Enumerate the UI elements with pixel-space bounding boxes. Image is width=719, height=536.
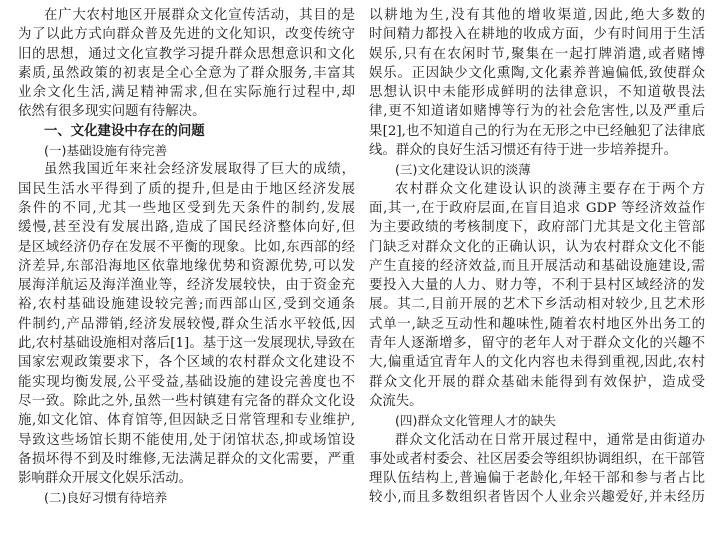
text-line: 要投入大量的人力、财力等，不利于县村区域经济的发 <box>369 278 705 294</box>
text-line: 旧的思想，通过文化宣教学习提升群众思想意识和文化 <box>18 46 355 62</box>
text-line: 为主要政绩的考核制度下，政府部门尤其是文化主管部 <box>369 220 705 236</box>
text-line: 尽一致。除此之外,虽然一些村镇建有完备的群众文化设 <box>18 393 355 409</box>
text-line: 门缺乏对群众文化的正确认识，认为农村群众文化不能 <box>369 239 705 255</box>
left-column <box>18 6 355 508</box>
text-line: 素质,虽然政策的初衷是全心全意为了群众服务,丰富其 <box>18 65 355 81</box>
text-line: 娱乐,只有在农闲时节,聚集在一起打牌消遣,或者赌博 <box>369 46 705 62</box>
text-line: 时间精力都投入在耕地的收成方面，少有时间用于生活 <box>369 27 705 43</box>
text-line: 产生直接的经济效益,而且开展活动和基础设施建设,需 <box>369 258 705 274</box>
text-line: 展海洋航运及海洋渔业等，经济发展较快，由于资金充 <box>18 278 355 294</box>
text-line: 思想认识中未能形成鲜明的法律意识，不知道敬畏法 <box>369 85 705 101</box>
text-line: 济差异,东部沿海地区依靠地缘优势和资源优势,可以发 <box>18 258 355 274</box>
text-line: 缓慢,甚至没有发展出路,造成了国民经济整体向好,但 <box>18 220 355 236</box>
paragraph-first-line: 虽然我国近年来社会经济发展取得了巨大的成绩， <box>44 162 355 178</box>
subsection-heading: (二)良好习惯有待培养 <box>44 490 168 506</box>
text-line: 事处或者村委会、社区居委会等组织协调组织，在干部管 <box>369 451 705 467</box>
subsection-heading: (三)文化建设认识的淡薄 <box>395 162 531 178</box>
text-line: 国家宏观政策要求下，各个区域的农村群众文化建设不 <box>18 355 355 371</box>
subsection-heading: (四)群众文化管理人才的缺失 <box>395 413 556 429</box>
text-line: 件制约,产品滞销,经济发展较慢,群众生活水平较低,因 <box>18 316 355 332</box>
subsection-heading: (一)基础设施有待完善 <box>44 143 168 159</box>
text-line: 理队伍结构上,普遍偏于老龄化,年轻干部和参与者占比 <box>369 471 705 487</box>
text-line: 大,偏重适宜青年人的文化内容也未得到重视,因此,农村 <box>369 355 705 371</box>
text-line: 为了以此方式向群众普及先进的文化知识，改变传统守 <box>18 27 355 43</box>
text-line: 面,其一,在于政府层面,在盲目追求 GDP 等经济效益作 <box>369 200 705 216</box>
paragraph-last-line: 线。群众的良好生活习惯还有待于进一步培养提升。 <box>369 143 677 159</box>
text-line: 业余文化生活,满足精神需求,但在实际施行过程中,却 <box>18 85 355 101</box>
text-line: 是区域经济仍存在发展不平衡的现象。比如,东西部的经 <box>18 239 355 255</box>
paragraph-first-line: 在广大农村地区开展群众文化宣传活动，其目的是 <box>44 8 355 23</box>
paragraph-last-line: 影响群众开展文化娱乐活动。 <box>18 471 193 487</box>
text-line: 律,更不知道诸如赌博等行为的社会危害性,以及严重后 <box>369 104 705 120</box>
text-line: 以耕地为生,没有其他的增收渠道,因此,绝大多数的 <box>369 8 705 23</box>
text-line: 条件的不同,尤其一些地区受到先天条件的制约,发展 <box>18 200 355 216</box>
text-line: 较小,而且多数组织者皆因个人业余兴趣爱好,并未经历 <box>369 490 705 506</box>
paragraph-first-line: 群众文化活动在日常开展过程中，通常是由街道办 <box>395 432 705 448</box>
text-line: 果[2],也不知道自己的行为在无形之中已经触犯了法律底 <box>369 123 705 139</box>
text-line: 导致这些场馆长期不能使用,处于闭馆状态,抑或场馆设 <box>18 432 355 448</box>
text-line: 青年人逐渐增多，留守的老年人对于群众文化的兴趣不 <box>369 336 705 352</box>
text-line: 娱乐。正因缺少文化熏陶,文化素养普遍偏低,致使群众 <box>369 65 705 81</box>
paragraph-last-line: 依然有很多现实问题有待解决。 <box>18 104 206 120</box>
text-line: 能实现均衡发展,公平受益,基础设施的建设完善度也不 <box>18 374 355 390</box>
paragraph-last-line: 众流失。 <box>369 393 423 409</box>
text-line: 施,如文化馆、体育馆等,但因缺乏日常管理和专业维护, <box>18 413 355 429</box>
paragraph-first-line: 农村群众文化建设认识的淡薄主要存在于两个方 <box>395 181 705 197</box>
text-line: 备损坏得不到及时维修,无法满足群众的文化需要，严重 <box>18 451 355 467</box>
right-column <box>369 6 705 508</box>
text-line: 群众文化开展的群众基础未能得到有效保护，造成受 <box>369 374 705 390</box>
text-line: 展。其二,目前开展的艺术下乡活动相对较少,且艺术形 <box>369 297 705 313</box>
text-line: 此,农村基础设施相对落后[1]。基于这一发展现状,导致在 <box>18 336 355 352</box>
text-line: 国民生活水平得到了质的提升,但是由于地区经济发展 <box>18 181 355 197</box>
text-line: 式单一,缺乏互动性和趣味性,随着农村地区外出务工的 <box>369 316 705 332</box>
section-heading: 一、文化建设中存在的问题 <box>44 123 205 139</box>
text-line: 裕,农村基础设施建设较完善;而西部山区,受到交通条 <box>18 297 355 313</box>
